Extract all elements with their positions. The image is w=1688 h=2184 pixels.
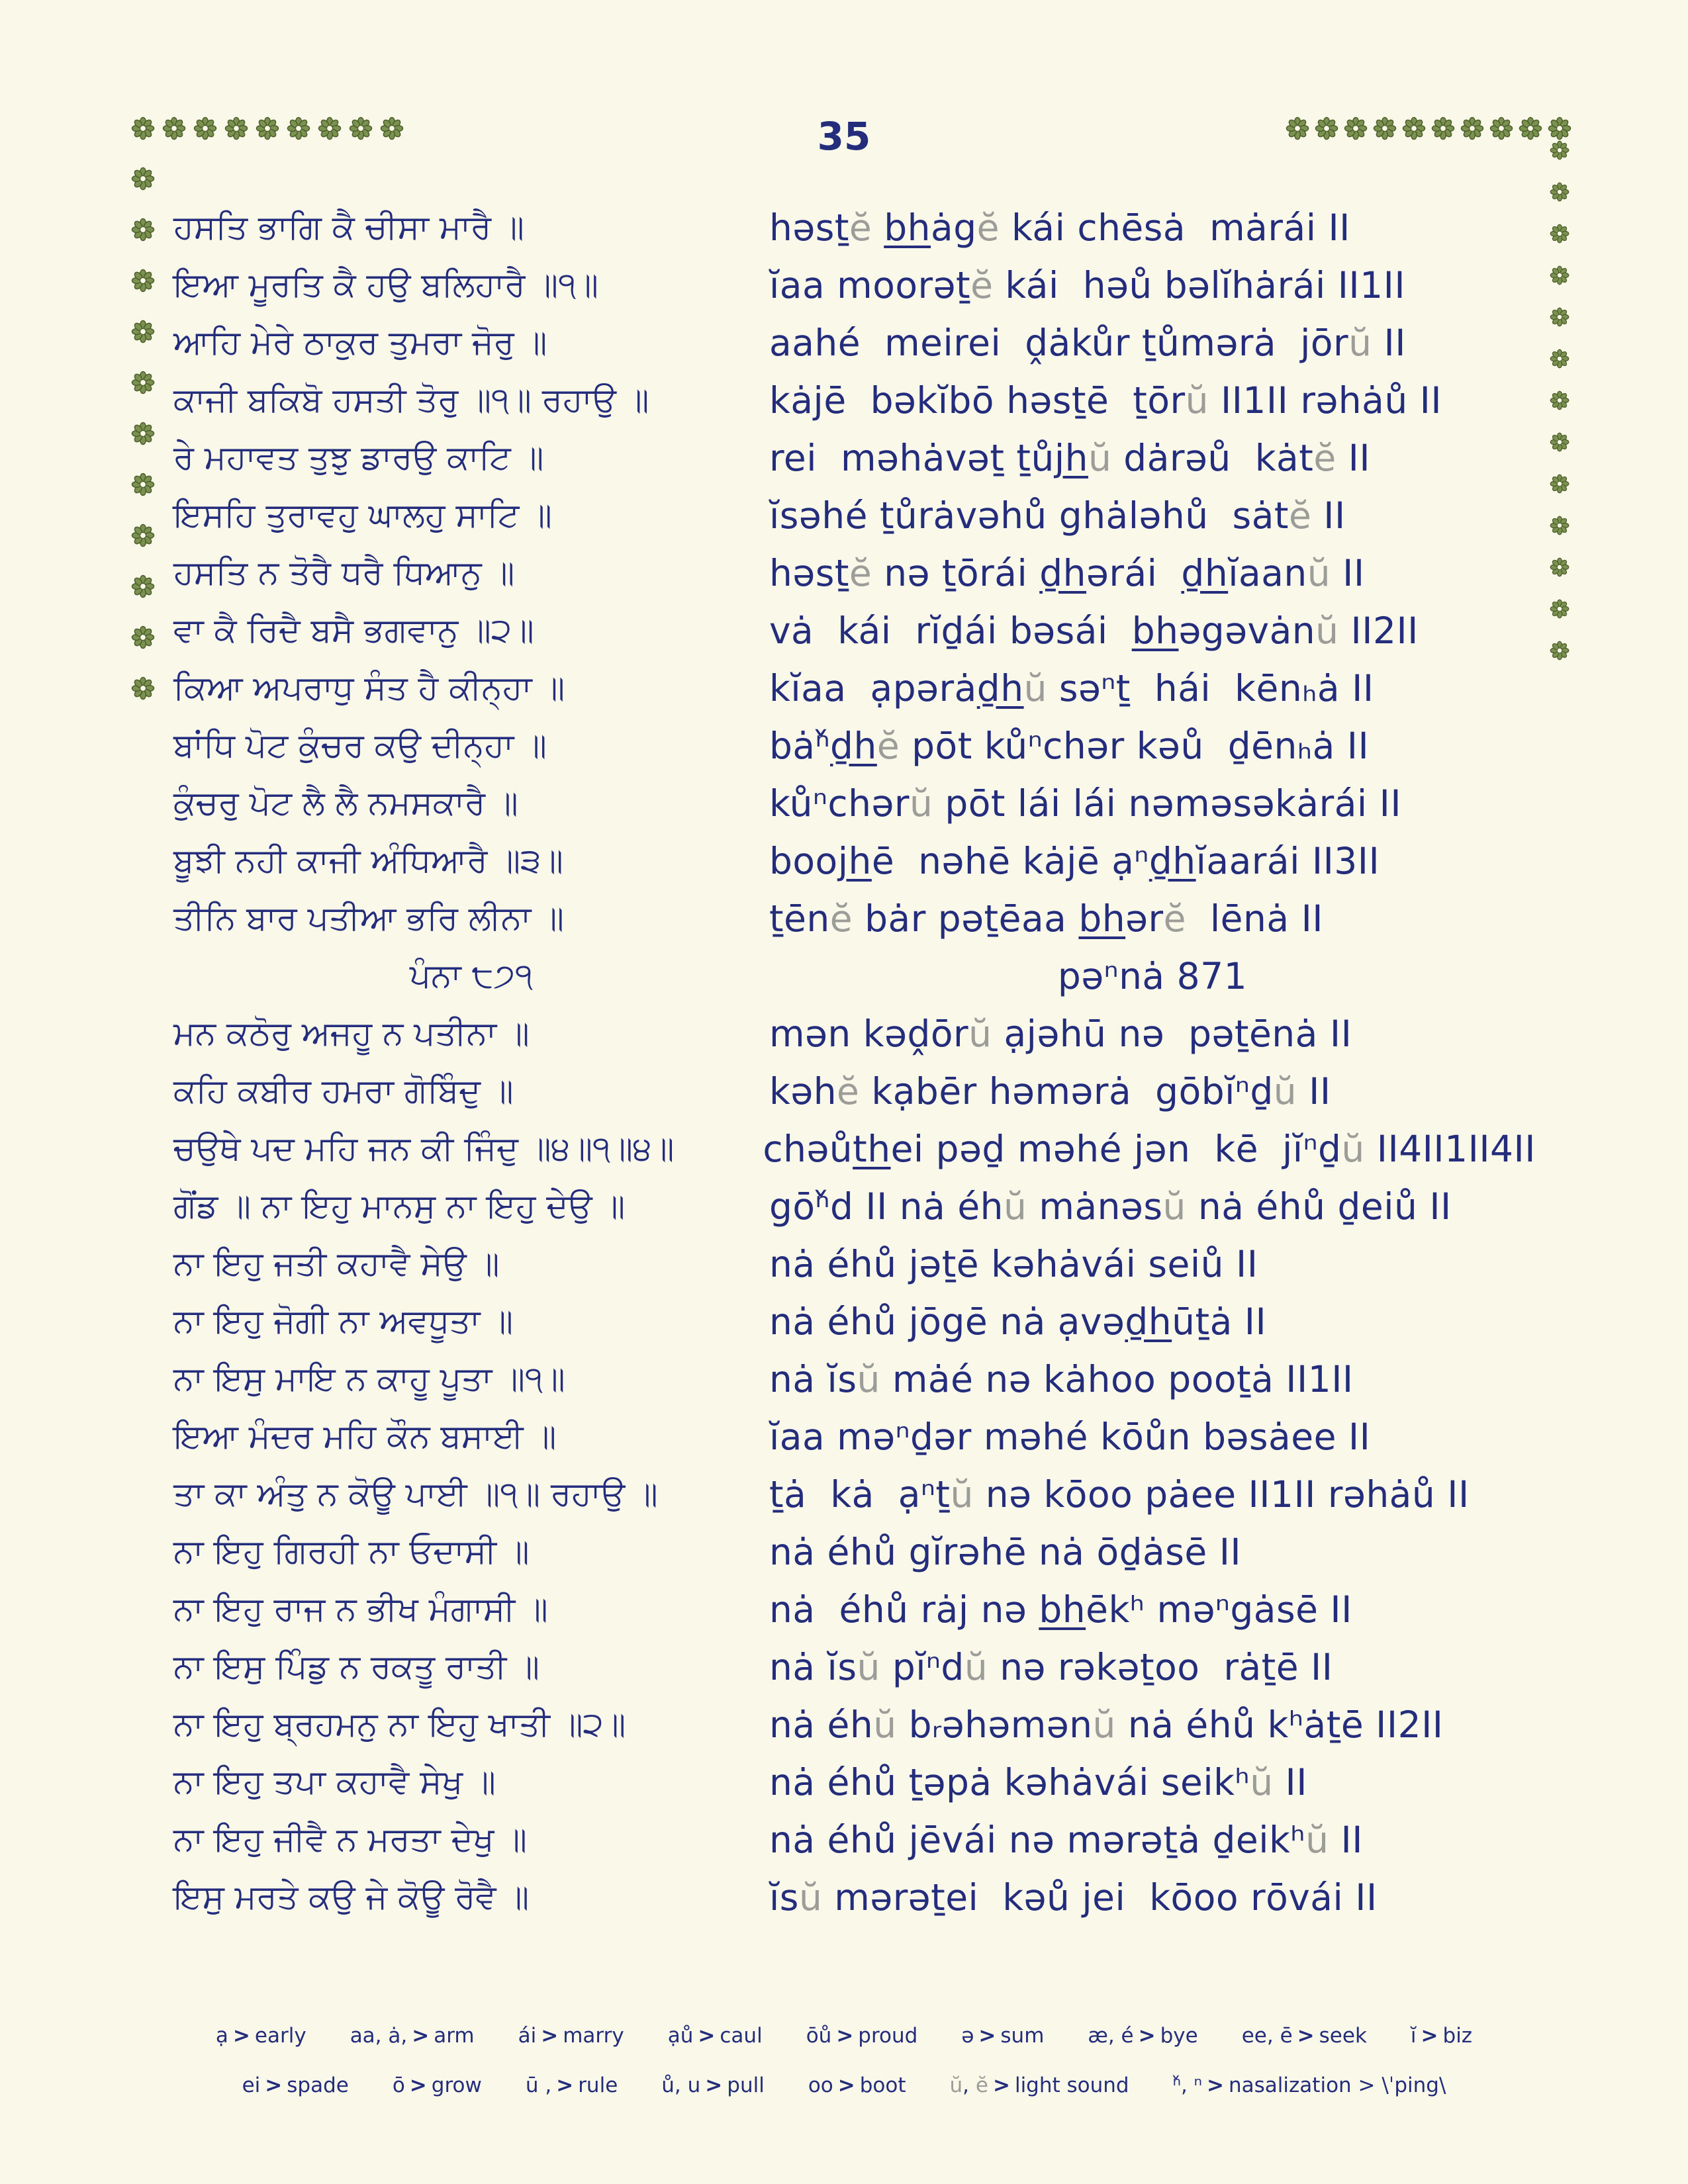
maps-to-symbol: > bbox=[1297, 2024, 1315, 2048]
legend-value: biz bbox=[1442, 2024, 1473, 2048]
flower-icon bbox=[1550, 224, 1570, 244]
page-number: 35 bbox=[817, 114, 871, 159]
maps-to-symbol: > bbox=[836, 2024, 854, 2048]
transliteration-text: boojhē nəhē kȧjē ạⁿḏhĭaarái II3II bbox=[769, 839, 1380, 882]
gurmukhi-text: ਵਾ ਕੈ ਰਿਦੈ ਬਸੈ ਭਗਵਾਨੁ ॥੨॥ bbox=[173, 611, 534, 649]
legend-key: ŭ, ĕ bbox=[949, 2073, 988, 2097]
verse-row bbox=[173, 602, 1536, 659]
flower-icon bbox=[1550, 599, 1570, 619]
verse-row bbox=[173, 486, 1536, 544]
gurmukhi-text: ਹਸਤਿ ਭਾਗਿ ਕੈ ਚੀਸਾ ਮਾਰੈ ॥ bbox=[173, 208, 524, 246]
maps-to-symbol: > bbox=[992, 2073, 1010, 2097]
verse-row bbox=[173, 1811, 1536, 1868]
verse-row bbox=[173, 1005, 1536, 1062]
transliteration-text: nȧ ĭsŭ mȧé nə kȧhoo pooṯȧ II1II bbox=[769, 1357, 1354, 1400]
legend-item bbox=[808, 2073, 906, 2097]
gurmukhi-text: ਨਾ ਇਹੁ ਜੀਵੈ ਨ ਮਰਤਾ ਦੇਖੁ ॥ bbox=[173, 1820, 528, 1858]
gurmukhi-text: ਨਾ ਇਹੁ ਗਿਰਹੀ ਨਾ ਓਦਾਸੀ ॥ bbox=[173, 1532, 530, 1570]
transliteration-text: nȧ éhů gĭrəhē nȧ ōḏȧsē II bbox=[769, 1530, 1242, 1573]
legend-item bbox=[1411, 2024, 1472, 2048]
transliteration-text: nȧ éhů jēvái nə mərəṯȧ ḏeikʰŭ II bbox=[769, 1818, 1363, 1861]
legend-item bbox=[526, 2073, 618, 2097]
legend-item bbox=[961, 2024, 1044, 2048]
flower-icon bbox=[1550, 307, 1570, 327]
legend-key: ů, u bbox=[661, 2073, 701, 2097]
legend-key: ə bbox=[961, 2024, 974, 2048]
verse-row bbox=[173, 1293, 1536, 1350]
legend-key: æ, é bbox=[1088, 2024, 1134, 2048]
transliteration-text: bȧⁿ̌ḏhĕ pōt kůⁿchər kəů ḏēnₕȧ II bbox=[769, 724, 1370, 767]
flower-icon bbox=[1550, 265, 1570, 285]
verse-row bbox=[173, 429, 1536, 486]
legend-item bbox=[350, 2024, 475, 2048]
gurmukhi-text: ਕਹਿ ਕਬੀਰ ਹਮਰਾ ਗੋਬਿੰਦੁ ॥ bbox=[173, 1071, 514, 1110]
legend-value: grow bbox=[431, 2073, 482, 2097]
transliteration-text: nȧ éhů jəṯē kəhȧvái seiů II bbox=[769, 1242, 1258, 1285]
gurmukhi-text: ਗੋਂਡ ॥ ਨਾ ਇਹੁ ਮਾਨਸੁ ਨਾ ਇਹੁ ਦੇਉ ॥ bbox=[173, 1187, 626, 1225]
maps-to-symbol: > bbox=[265, 2073, 283, 2097]
verse-row bbox=[173, 199, 1536, 256]
verse-row bbox=[173, 1350, 1536, 1408]
verse-row bbox=[173, 1638, 1536, 1696]
gurmukhi-text: ਪੰਨਾ ੮੭੧ bbox=[409, 956, 534, 995]
transliteration-text: ĭaa məⁿḏər məhé kōůn bəsȧee II bbox=[769, 1415, 1371, 1458]
legend-key: ee, ē bbox=[1241, 2024, 1293, 2048]
verse-row bbox=[173, 314, 1536, 371]
verse-row bbox=[173, 371, 1536, 429]
flower-icon bbox=[131, 269, 155, 293]
flower-icon bbox=[131, 473, 155, 496]
flower-icon bbox=[1550, 432, 1570, 452]
legend-value: sum bbox=[1000, 2024, 1045, 2048]
gurmukhi-text: ਆਹਿ ਮੇਰੇ ਠਾਕੁਰ ਤੁਮਰਾ ਜੋਰੁ ॥ bbox=[173, 323, 547, 361]
verse-row bbox=[173, 717, 1536, 774]
transliteration-text: gōⁿ̌d II nȧ éhŭ mȧnəsŭ nȧ éhů ḏeiů II bbox=[769, 1185, 1452, 1228]
flower-icon bbox=[1550, 516, 1570, 535]
gurmukhi-text: ਕਿਆ ਅਪਰਾਧੁ ਸੰਤ ਹੈ ਕੀਨ੍ਹਾ ॥ bbox=[173, 668, 565, 707]
legend-value: rule bbox=[578, 2073, 618, 2097]
maps-to-symbol: > bbox=[409, 2073, 427, 2097]
transliteration-text: ĭsəhé ṯůrȧvəhů ghȧləhů sȧtĕ II bbox=[769, 494, 1346, 537]
transliteration-text: nȧ éhů rȧj nə bhēkʰ məⁿgȧsē II bbox=[769, 1588, 1352, 1631]
flower-icon bbox=[131, 320, 155, 343]
legend-key: ái bbox=[518, 2024, 537, 2048]
flower-icon bbox=[1550, 182, 1570, 202]
transliteration-text: nȧ ĭsŭ pĭⁿdŭ nə rəkəṯoo rȧṯē II bbox=[769, 1645, 1333, 1688]
verse-row bbox=[173, 1868, 1536, 1926]
verse-row bbox=[173, 1523, 1536, 1580]
legend-item bbox=[518, 2024, 624, 2048]
verse-row bbox=[173, 889, 1536, 947]
maps-to-symbol: > bbox=[1138, 2024, 1156, 2048]
transliteration-text: vȧ kái rĭḏái bəsái bhəgəvȧnŭ II2II bbox=[769, 609, 1419, 652]
gurmukhi-text: ਨਾ ਇਸੁ ਪਿੰਡੁ ਨ ਰਕਤੂ ਰਾਤੀ ॥ bbox=[173, 1647, 539, 1686]
verse-row bbox=[173, 1753, 1536, 1811]
flower-icon bbox=[1550, 349, 1570, 369]
transliteration-text: kȧjē bəkĭbō həsṯē ṯōrŭ II1II rəhȧů II bbox=[769, 379, 1442, 422]
flower-icon bbox=[131, 676, 155, 700]
flower-icon bbox=[131, 218, 155, 242]
gurmukhi-text: ਰੇ ਮਹਾਵਤ ਤੁਝੁ ਡਾਰਉ ਕਾਟਿ ॥ bbox=[173, 438, 544, 477]
legend-key: ⁿ̌, ⁿ bbox=[1172, 2073, 1203, 2097]
verse-row bbox=[173, 1120, 1536, 1177]
legend-item bbox=[806, 2024, 918, 2048]
legend-value: bye bbox=[1160, 2024, 1198, 2048]
legend-value: arm bbox=[434, 2024, 475, 2048]
gurmukhi-text: ਤਾ ਕਾ ਅੰਤੁ ਨ ਕੋਊ ਪਾਈ ॥੧॥ ਰਹਾਉ ॥ bbox=[173, 1475, 658, 1513]
verse-list bbox=[173, 199, 1536, 1926]
legend-key: ĭ bbox=[1410, 2024, 1417, 2048]
gurmukhi-text: ਨਾ ਇਹੁ ਤਪਾ ਕਹਾਵੈ ਸੇਖੁ ॥ bbox=[173, 1762, 496, 1801]
flower-border-right-column bbox=[1550, 140, 1570, 660]
flower-icon bbox=[131, 523, 155, 547]
legend-item bbox=[393, 2073, 482, 2097]
transliteration-text: həsṯĕ bhȧgĕ kái chēsȧ mȧrái II bbox=[769, 206, 1350, 249]
legend-value: caul bbox=[720, 2024, 763, 2048]
gurmukhi-text: ਇਸਹਿ ਤੁਰਾਵਹੁ ਘਾਲਹੁ ਸਾਟਿ ॥ bbox=[173, 496, 552, 534]
legend-value: early bbox=[254, 2024, 306, 2048]
verse-row bbox=[173, 1177, 1536, 1235]
legend-value: pull bbox=[727, 2073, 765, 2097]
verse-row bbox=[173, 256, 1536, 314]
maps-to-symbol: > bbox=[1207, 2073, 1225, 2097]
flower-icon bbox=[131, 422, 155, 445]
verse-row bbox=[173, 1696, 1536, 1753]
legend-key: ōů bbox=[806, 2024, 832, 2048]
gurmukhi-text: ਤੀਨਿ ਬਾਰ ਪਤੀਆ ਭਰਿ ਲੀਨਾ ॥ bbox=[173, 899, 564, 937]
legend-item bbox=[1088, 2024, 1197, 2048]
gurmukhi-text: ਹਸਤਿ ਨ ਤੋਰੈ ਧਰੈ ਧਿਆਨੁ ॥ bbox=[173, 553, 515, 592]
maps-to-symbol: > bbox=[412, 2024, 430, 2048]
transliteration-text: kəhĕ kạbēr həmərȧ gōbĭⁿḏŭ II bbox=[769, 1069, 1331, 1113]
verse-row bbox=[173, 659, 1536, 717]
legend-key: oo bbox=[808, 2073, 833, 2097]
verse-row bbox=[173, 1062, 1536, 1120]
transliteration-text: kĭaa ạpərȧḏhŭ səⁿṯ hái kēnₕȧ II bbox=[769, 666, 1374, 709]
verse-row bbox=[173, 1580, 1536, 1638]
flower-icon bbox=[131, 625, 155, 649]
gurmukhi-text: ਬਾਂਧਿ ਪੋਟ ਕੁੰਚਰ ਕਉ ਦੀਨ੍ਹਾ ॥ bbox=[173, 726, 547, 764]
legend-value: light sound bbox=[1014, 2073, 1129, 2097]
legend-item bbox=[668, 2024, 763, 2048]
gurmukhi-text: ਮਨ ਕਠੋਰੁ ਅਜਹੂ ਨ ਪਤੀਨਾ ॥ bbox=[173, 1014, 530, 1052]
transliteration-text: nȧ éhů ṯəpȧ kəhȧvái seikʰŭ II bbox=[769, 1760, 1308, 1803]
maps-to-symbol: > bbox=[978, 2024, 996, 2048]
page-ref-row bbox=[173, 947, 1536, 1005]
transliteration-text: pəⁿnȧ 871 bbox=[1057, 954, 1248, 997]
gurmukhi-text: ਨਾ ਇਹੁ ਜਤੀ ਕਹਾਵੈ ਸੇਉ ॥ bbox=[173, 1244, 500, 1283]
legend-value: seek bbox=[1319, 2024, 1367, 2048]
legend-value: nasalization > \ˈping\ bbox=[1229, 2073, 1446, 2097]
legend-item bbox=[661, 2073, 765, 2097]
legend-value: marry bbox=[563, 2024, 624, 2048]
legend-key: ei bbox=[242, 2073, 261, 2097]
legend-key: ạů bbox=[667, 2024, 694, 2048]
legend-key: aa, ȧ, bbox=[350, 2024, 408, 2048]
transliteration-text: mən kəḓōrŭ ạjəhū nə pəṯēnȧ II bbox=[769, 1012, 1352, 1055]
verse-row bbox=[173, 1408, 1536, 1465]
transliteration-text: chəůthei pəḏ məhé jən kē jĭⁿḏŭ II4II1II4II bbox=[763, 1127, 1536, 1170]
transliteration-text: həsṯĕ nə ṯōrái ḏhərái ḏhĭaanŭ II bbox=[769, 551, 1365, 594]
transliteration-text: aahé meirei ḓȧkůr ṯůmərȧ jōrŭ II bbox=[769, 321, 1406, 364]
gurmukhi-text: ਨਾ ਇਹੁ ਬ੍ਰਹਮਨੁ ਨਾ ਇਹੁ ਖਾਤੀ ॥੨॥ bbox=[173, 1705, 626, 1743]
gurmukhi-text: ਨਾ ਇਹੁ ਰਾਜ ਨ ਭੀਖ ਮੰਗਾਸੀ ॥ bbox=[173, 1590, 548, 1628]
flower-icon bbox=[1550, 641, 1570, 660]
transliteration-text: kůⁿchərŭ pōt lái lái nəməsəkȧrái II bbox=[769, 782, 1402, 825]
flower-icon bbox=[1550, 474, 1570, 494]
verse-row bbox=[173, 774, 1536, 832]
maps-to-symbol: > bbox=[556, 2073, 574, 2097]
transliteration-text: nȧ éhŭ bᵣəhəmənŭ nȧ éhů kʰȧṯē II2II bbox=[769, 1703, 1444, 1746]
legend-item bbox=[216, 2024, 306, 2048]
maps-to-symbol: > bbox=[1421, 2024, 1438, 2048]
legend-item bbox=[1242, 2024, 1367, 2048]
verse-row bbox=[173, 1465, 1536, 1523]
flower-border-left-column bbox=[131, 167, 155, 700]
legend-item bbox=[242, 2073, 349, 2097]
gurmukhi-text: ਕਾਜੀ ਬਕਿਬੋ ਹਸਤੀ ਤੋਰੁ ॥੧॥ ਰਹਾਉ ॥ bbox=[173, 381, 649, 419]
legend-item bbox=[1173, 2073, 1446, 2097]
gurmukhi-text: ਇਆ ਮੂਰਤਿ ਕੈ ਹਉ ਬਲਿਹਾਰੈ ॥੧॥ bbox=[173, 265, 598, 304]
flower-icon bbox=[131, 167, 155, 191]
verse-row bbox=[173, 1235, 1536, 1293]
gurmukhi-text: ਚਉਥੇ ਪਦ ਮਹਿ ਜਨ ਕੀ ਜਿੰਦੁ ॥੪॥੧॥੪॥ bbox=[173, 1129, 675, 1167]
maps-to-symbol: > bbox=[541, 2024, 559, 2048]
verse-row bbox=[173, 544, 1536, 602]
maps-to-symbol: > bbox=[837, 2073, 855, 2097]
transliteration-text: ĭaa moorəṯĕ kái həů bəlĭhȧrái II1II bbox=[769, 263, 1406, 306]
maps-to-symbol: > bbox=[698, 2024, 716, 2048]
legend-value: proud bbox=[858, 2024, 918, 2048]
legend-item bbox=[950, 2073, 1129, 2097]
transliteration-text: ĭsŭ mərəṯei kəů jei kōoo rōvái II bbox=[769, 1876, 1378, 1919]
gurmukhi-text: ਬੂਝੀ ਨਹੀ ਕਾਜੀ ਅੰਧਿਆਰੈ ॥੩॥ bbox=[173, 841, 563, 880]
pronunciation-legend-row-2 bbox=[0, 2073, 1688, 2097]
transliteration-text: ṯēnĕ bȧr pəṯēaa bhərĕ lēnȧ II bbox=[769, 897, 1324, 940]
pronunciation-legend-row-1 bbox=[0, 2024, 1688, 2048]
transliteration-text: nȧ éhů jōgē nȧ ạvəḏhūṯȧ II bbox=[769, 1300, 1267, 1343]
maps-to-symbol: > bbox=[232, 2024, 250, 2048]
transliteration-text: rei məhȧvəṯ ṯůjhŭ dȧrəů kȧtĕ II bbox=[769, 436, 1371, 479]
transliteration-text: ṯȧ kȧ ạⁿṯŭ nə kōoo pȧee II1II rəhȧů II bbox=[769, 1473, 1470, 1516]
flower-icon bbox=[131, 574, 155, 598]
legend-value: boot bbox=[859, 2073, 906, 2097]
verse-row bbox=[173, 832, 1536, 889]
legend-key: ū , bbox=[525, 2073, 552, 2097]
gurmukhi-text: ਕੁੰਚਰੁ ਪੋਟ ਲੈ ਲੈ ਨਮਸਕਾਰੈ ॥ bbox=[173, 784, 518, 822]
gurmukhi-text: ਨਾ ਇਹੁ ਜੋਗੀ ਨਾ ਅਵਧੂਤਾ ॥ bbox=[173, 1302, 514, 1340]
legend-key: ạ bbox=[215, 2024, 228, 2048]
flower-icon bbox=[1550, 557, 1570, 577]
gurmukhi-text: ਇਸੁ ਮਰਤੇ ਕਉ ਜੇ ਕੋਊ ਰੋਵੈ ॥ bbox=[173, 1878, 530, 1916]
flower-icon bbox=[131, 371, 155, 394]
legend-value: spade bbox=[287, 2073, 349, 2097]
flower-icon bbox=[1550, 390, 1570, 410]
maps-to-symbol: > bbox=[705, 2073, 723, 2097]
legend-key: ō bbox=[392, 2073, 405, 2097]
gurmukhi-text: ਨਾ ਇਸੁ ਮਾਇ ਨ ਕਾਹੂ ਪੂਤਾ ॥੧॥ bbox=[173, 1359, 565, 1398]
gurmukhi-text: ਇਆ ਮੰਦਰ ਮਹਿ ਕੌਨ ਬਸਾਈ ॥ bbox=[173, 1417, 557, 1455]
